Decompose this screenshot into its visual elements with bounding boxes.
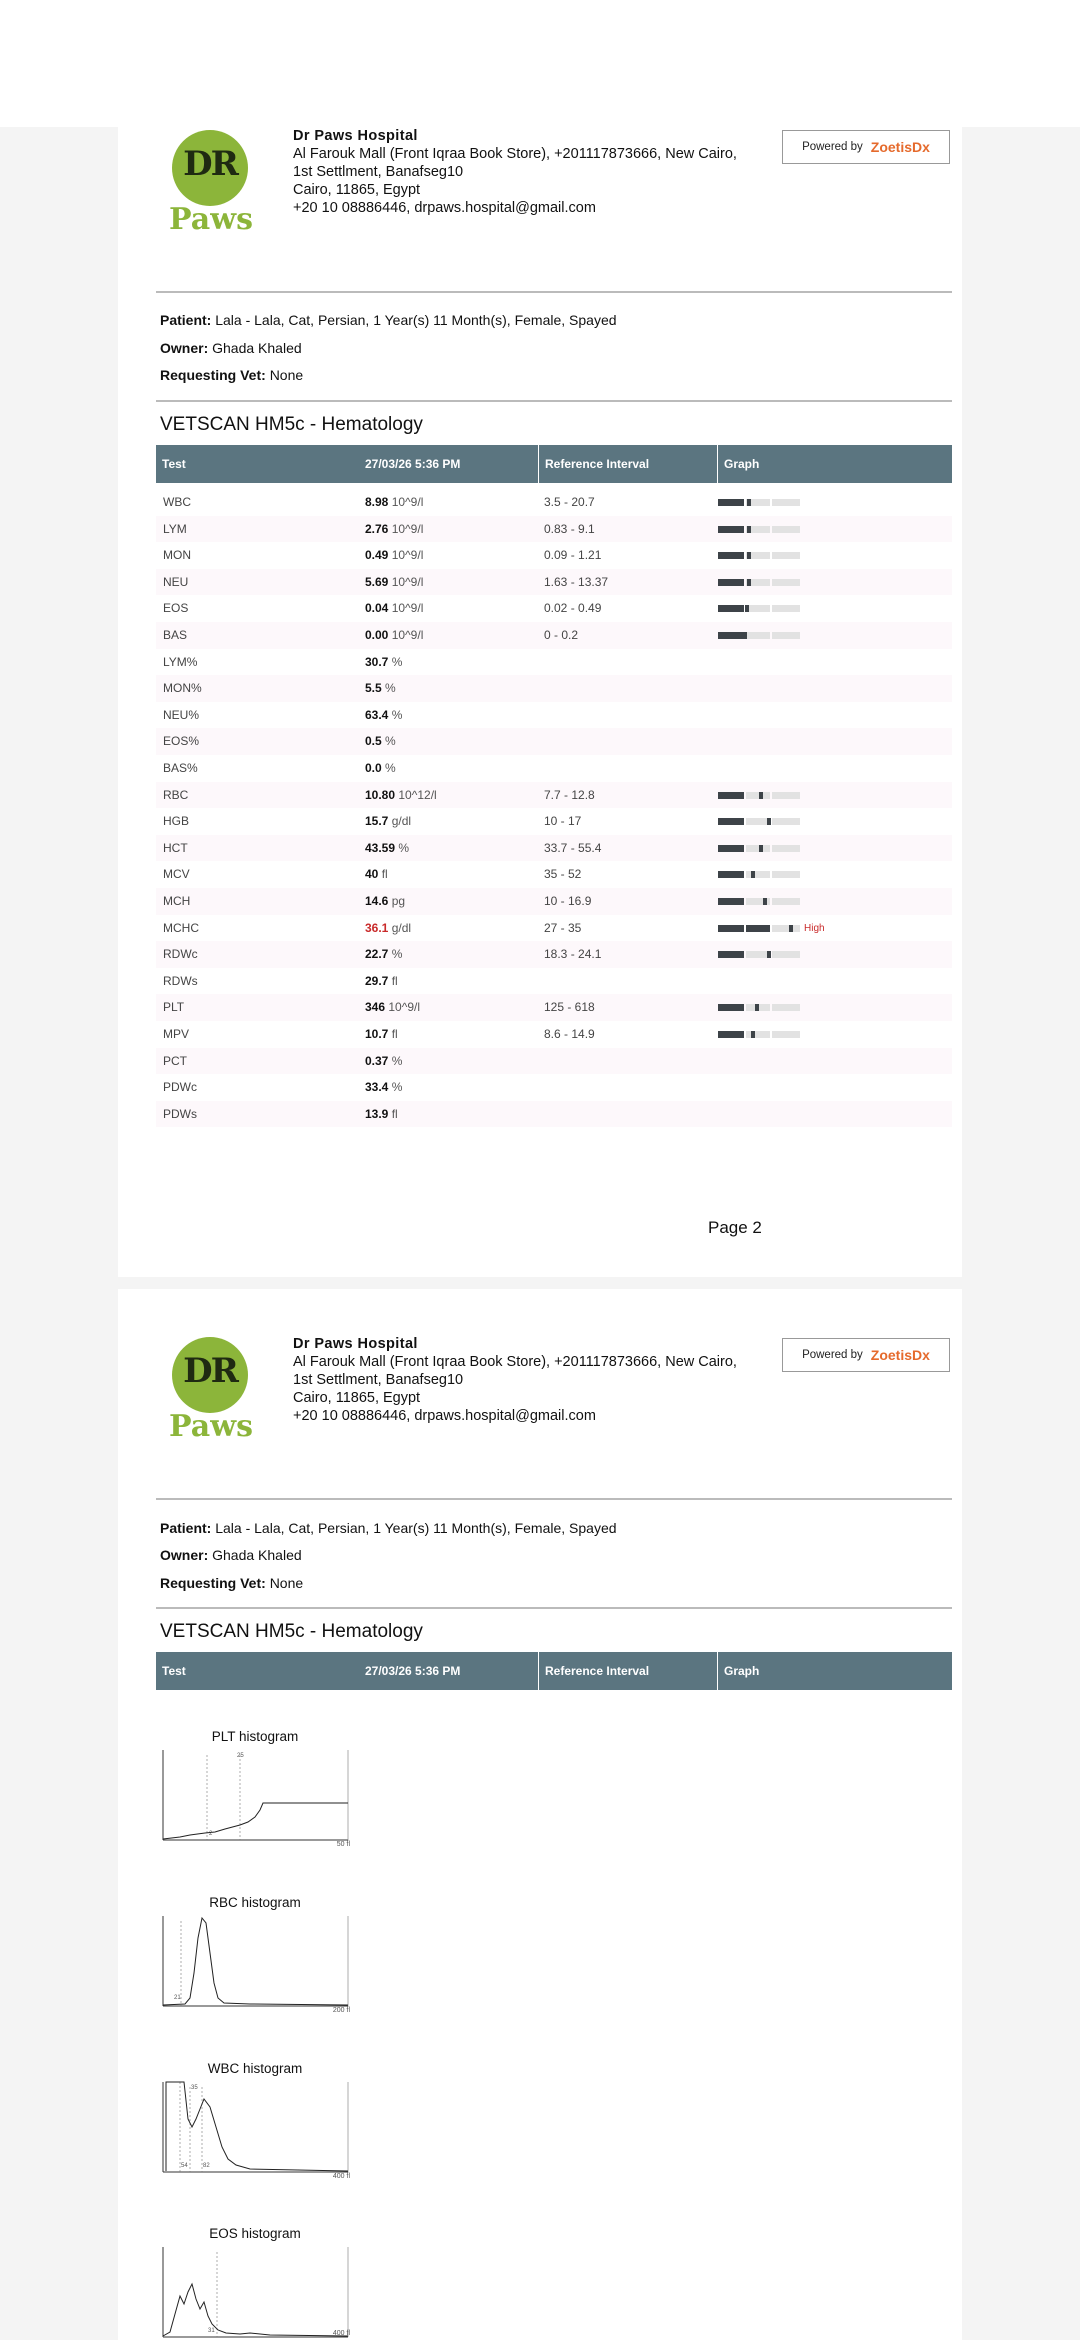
plt-histogram-plot xyxy=(160,1747,350,1843)
rbc-histogram-plot xyxy=(160,1913,350,2009)
result-value: 29.7 xyxy=(365,973,389,988)
header-reference: Reference Interval xyxy=(538,1652,717,1690)
result-unit: % xyxy=(391,707,403,722)
test-name: MCHC xyxy=(163,920,199,935)
owner-line xyxy=(160,340,302,356)
wbc-histogram xyxy=(160,2061,350,2181)
header-test: Test xyxy=(162,457,186,471)
result-value: 0.49 xyxy=(365,548,389,563)
range-segment-hi xyxy=(772,579,800,586)
clinic-address-line1: Al Farouk Mall (Front Iqraa Book Store), +201117873666, New Cairo, xyxy=(293,1354,737,1370)
table-row xyxy=(156,915,952,942)
range-marker xyxy=(759,792,763,799)
table-row xyxy=(156,542,952,569)
test-name: NEU xyxy=(163,574,189,589)
table-row xyxy=(156,728,952,755)
test-name: PDWc xyxy=(163,1080,197,1095)
result-value: 10.80 xyxy=(365,787,396,802)
reference-interval: 1.63 - 13.37 xyxy=(544,574,609,589)
report-page-3 xyxy=(118,1289,962,2340)
result-value: 346 xyxy=(365,1000,386,1015)
result-cell xyxy=(365,1000,420,1014)
header-date: 27/03/26 5:36 PM xyxy=(365,457,461,471)
result-cell xyxy=(365,522,423,536)
table-row xyxy=(156,835,952,862)
range-segment-mid xyxy=(746,792,770,799)
result-value: 13.9 xyxy=(365,1106,389,1121)
range-segment-hi xyxy=(772,526,800,533)
owner-label: Owner: xyxy=(160,1547,209,1563)
clinic-contact: +20 10 08886446, drpaws.hospital@gmail.com xyxy=(293,1408,596,1424)
test-name: HCT xyxy=(163,840,188,855)
result-cell xyxy=(365,1107,398,1121)
owner-value: Ghada Khaled xyxy=(212,340,302,356)
result-value: 43.59 xyxy=(365,840,396,855)
logo-text-bottom: Paws xyxy=(169,202,253,237)
result-unit: 10^9/l xyxy=(388,1000,421,1015)
test-name: RBC xyxy=(163,787,189,802)
range-marker xyxy=(759,845,763,852)
plt-histogram xyxy=(160,1729,350,1849)
table-row xyxy=(156,1074,952,1101)
result-unit: pg xyxy=(391,894,406,908)
vet-line xyxy=(160,367,303,383)
test-name: MCV xyxy=(163,867,190,882)
range-graph xyxy=(718,552,818,559)
test-name: MON% xyxy=(163,681,202,696)
range-graph xyxy=(718,499,818,506)
table-row xyxy=(156,861,952,888)
clinic-address-line2: 1st Settlment, Banafseg10 xyxy=(293,1372,464,1388)
owner-label: Owner: xyxy=(160,340,209,356)
range-segment-mid xyxy=(746,871,770,878)
powered-by-badge xyxy=(782,1338,950,1372)
rbc-mark: 21 xyxy=(174,1995,181,2001)
histogram-x-max: 200 fl xyxy=(332,2007,350,2014)
histogram-x-max: 400 fl xyxy=(332,2330,350,2337)
range-marker xyxy=(747,552,751,559)
table-row xyxy=(156,888,952,915)
result-value: 40 xyxy=(365,867,379,882)
header-graph: Graph xyxy=(717,445,952,483)
patient-value: Lala - Lala, Cat, Persian, 1 Year(s) 11 Month(s), Female, Spayed xyxy=(215,1520,617,1536)
result-unit: % xyxy=(385,734,396,749)
range-graph xyxy=(718,871,818,878)
range-segment-low xyxy=(718,818,744,825)
histogram-title: PLT histogram xyxy=(211,1729,299,1744)
reference-interval: 27 - 35 xyxy=(544,920,582,935)
table-row xyxy=(156,968,952,995)
range-segment-mid xyxy=(746,1031,770,1038)
range-segment-low xyxy=(718,605,744,612)
range-segment-hi xyxy=(772,818,800,825)
result-value: 15.7 xyxy=(365,814,389,829)
header-graph: Graph xyxy=(717,1652,952,1690)
test-name: MCH xyxy=(163,894,191,908)
result-unit: fl xyxy=(391,1106,398,1121)
result-value: 8.98 xyxy=(365,495,389,509)
divider xyxy=(156,400,952,402)
result-unit: % xyxy=(391,654,403,669)
test-name: MON xyxy=(163,548,191,563)
result-cell xyxy=(365,548,423,562)
result-value: 0.0 xyxy=(365,761,382,775)
test-name: WBC xyxy=(163,495,191,509)
logo-text-bottom: Paws xyxy=(169,1409,253,1444)
powered-label: Powered by xyxy=(802,1349,863,1361)
range-segment-low xyxy=(718,792,744,799)
table-row xyxy=(156,782,952,809)
plt-mark: 2 xyxy=(209,1831,213,1837)
histogram-title: RBC histogram xyxy=(209,1895,301,1910)
range-segment-low xyxy=(718,526,744,533)
result-unit: 10^9/l xyxy=(391,548,424,563)
range-marker xyxy=(743,632,747,639)
wbc-histogram-plot xyxy=(160,2079,350,2175)
range-segment-hi xyxy=(772,898,800,905)
powered-by-badge xyxy=(782,130,950,164)
range-graph xyxy=(718,845,818,852)
clinic-logo xyxy=(168,130,254,240)
table-row xyxy=(156,1101,952,1128)
result-unit: % xyxy=(391,1053,403,1068)
range-segment-hi xyxy=(772,951,800,958)
report-title: VETSCAN HM5c - Hematology xyxy=(160,1621,423,1642)
result-unit: fl xyxy=(391,973,398,988)
clinic-name: Dr Paws Hospital xyxy=(293,128,418,144)
range-segment-low xyxy=(718,552,744,559)
range-graph xyxy=(718,579,818,586)
result-value: 5.69 xyxy=(365,574,389,589)
test-name: LYM% xyxy=(163,654,198,669)
owner-value: Ghada Khaled xyxy=(212,1547,302,1563)
test-name: PCT xyxy=(163,1053,187,1068)
clinic-contact: +20 10 08886446, drpaws.hospital@gmail.com xyxy=(293,200,596,216)
range-segment-mid xyxy=(746,845,770,852)
powered-label: Powered by xyxy=(802,141,863,153)
result-cell xyxy=(365,1027,398,1041)
vet-line xyxy=(160,1575,303,1591)
test-name: EOS xyxy=(163,601,189,616)
test-name: PLT xyxy=(163,1000,185,1015)
reference-interval: 125 - 618 xyxy=(544,1000,595,1015)
table-row xyxy=(156,569,952,596)
result-value: 36.1 xyxy=(365,920,389,935)
range-marker xyxy=(751,1031,755,1038)
wbc-mark: 82 xyxy=(203,2163,210,2169)
test-name: LYM xyxy=(163,521,187,536)
patient-label: Patient: xyxy=(160,312,212,328)
range-marker xyxy=(767,951,771,958)
divider xyxy=(156,1607,952,1609)
result-cell xyxy=(365,814,411,828)
result-value: 33.4 xyxy=(365,1080,389,1095)
table-row xyxy=(156,702,952,729)
range-graph xyxy=(718,925,818,932)
range-marker xyxy=(755,1004,759,1011)
reference-interval: 7.7 - 12.8 xyxy=(544,787,595,802)
table-row xyxy=(156,516,952,543)
results-table-header xyxy=(156,1652,952,1690)
eos-mark: 31 xyxy=(208,2328,215,2334)
result-cell xyxy=(365,867,388,881)
test-name: BAS% xyxy=(163,761,198,775)
header-test: Test xyxy=(162,1664,186,1678)
result-cell xyxy=(365,921,411,935)
plt-mark: 25 xyxy=(237,1753,244,1759)
logo-text-top: DR xyxy=(183,1351,237,1391)
reference-interval: 35 - 52 xyxy=(544,867,582,882)
result-cell xyxy=(365,788,437,802)
result-value: 2.76 xyxy=(365,521,389,536)
reference-interval: 10 - 16.9 xyxy=(544,894,592,908)
clinic-info xyxy=(293,127,737,217)
test-name: NEU% xyxy=(163,707,200,722)
range-graph xyxy=(718,605,818,612)
result-cell xyxy=(365,894,405,908)
range-segment-low xyxy=(718,1004,744,1011)
clinic-address-line1: Al Farouk Mall (Front Iqraa Book Store), +201117873666, New Cairo, xyxy=(293,146,737,162)
range-segment-mid xyxy=(746,632,770,639)
result-unit: 10^9/l xyxy=(391,628,424,642)
range-segment-low xyxy=(718,845,744,852)
table-row xyxy=(156,1048,952,1075)
range-graph xyxy=(718,818,818,825)
result-value: 14.6 xyxy=(365,894,389,908)
rbc-histogram xyxy=(160,1895,350,2015)
result-cell xyxy=(365,575,423,589)
table-row xyxy=(156,1021,952,1048)
range-segment-low xyxy=(718,925,744,932)
range-marker xyxy=(747,579,751,586)
zoetis-brand: ZoetisDx xyxy=(870,1347,930,1363)
eos-histogram xyxy=(160,2226,350,2340)
histogram-x-max: 50 fl xyxy=(336,1841,350,1848)
table-row xyxy=(156,595,952,622)
range-segment-low xyxy=(718,898,744,905)
result-cell xyxy=(365,655,402,669)
patient-value: Lala - Lala, Cat, Persian, 1 Year(s) 11 Month(s), Female, Spayed xyxy=(215,312,617,328)
range-segment-low xyxy=(718,1031,744,1038)
table-row xyxy=(156,489,952,516)
result-unit: g/dl xyxy=(391,814,412,829)
header-date: 27/03/26 5:36 PM xyxy=(365,1664,461,1678)
vet-label: Requesting Vet: xyxy=(160,1575,266,1591)
test-name: PDWs xyxy=(163,1106,197,1121)
range-segment-hi xyxy=(772,632,800,639)
range-segment-hi xyxy=(772,499,800,506)
range-segment-low xyxy=(718,579,744,586)
result-cell xyxy=(365,974,398,988)
table-row xyxy=(156,994,952,1021)
divider xyxy=(156,291,952,293)
range-segment-hi xyxy=(772,845,800,852)
results-table-header xyxy=(156,445,952,483)
range-marker xyxy=(751,871,755,878)
range-marker xyxy=(789,925,793,932)
range-marker xyxy=(747,526,751,533)
range-graph xyxy=(718,898,818,905)
test-name: BAS xyxy=(163,628,188,642)
header-reference: Reference Interval xyxy=(538,445,717,483)
test-name: RDWs xyxy=(163,973,198,988)
result-cell xyxy=(365,495,423,509)
result-value: 30.7 xyxy=(365,654,389,669)
table-row xyxy=(156,675,952,702)
vet-label: Requesting Vet: xyxy=(160,367,266,383)
reference-interval: 0.09 - 1.21 xyxy=(544,548,602,563)
result-value: 22.7 xyxy=(365,947,389,962)
zoetis-brand: ZoetisDx xyxy=(870,139,930,155)
histogram-title: EOS histogram xyxy=(209,2226,301,2241)
range-segment-hi xyxy=(772,792,800,799)
range-graph xyxy=(718,792,818,799)
result-unit: % xyxy=(385,761,396,775)
wbc-mark: 54 xyxy=(181,2163,188,2169)
table-row xyxy=(156,808,952,835)
table-row xyxy=(156,622,952,649)
table-row xyxy=(156,755,952,782)
result-cell xyxy=(365,1080,402,1094)
reference-interval: 0 - 0.2 xyxy=(544,628,579,642)
range-segment-hi xyxy=(772,605,800,612)
result-cell xyxy=(365,734,396,748)
reference-interval: 0.02 - 0.49 xyxy=(544,601,602,616)
page-number: Page 2 xyxy=(708,1218,762,1237)
clinic-address-line2: 1st Settlment, Banafseg10 xyxy=(293,164,464,180)
result-unit: g/dl xyxy=(391,920,412,935)
table-row xyxy=(156,649,952,676)
result-unit: fl xyxy=(381,867,388,882)
range-segment-hi xyxy=(772,925,800,932)
result-unit: 10^9/l xyxy=(391,601,424,616)
result-cell xyxy=(365,681,396,695)
result-unit: % xyxy=(398,840,410,855)
range-segment-hi xyxy=(772,871,800,878)
vet-value: None xyxy=(269,367,304,383)
range-marker xyxy=(745,605,749,612)
result-cell xyxy=(365,761,396,775)
result-value: 0.04 xyxy=(365,601,389,616)
range-segment-low xyxy=(718,632,744,639)
result-cell xyxy=(365,841,409,855)
range-marker xyxy=(747,499,751,506)
range-segment-hi xyxy=(772,552,800,559)
patient-line xyxy=(160,312,617,328)
logo-text-top: DR xyxy=(183,144,237,184)
clinic-name: Dr Paws Hospital xyxy=(293,1336,418,1352)
result-value: 0.5 xyxy=(365,734,382,749)
clinic-address-line3: Cairo, 11865, Egypt xyxy=(293,1390,421,1406)
reference-interval: 10 - 17 xyxy=(544,814,582,829)
result-unit: fl xyxy=(391,1027,398,1041)
range-segment-mid xyxy=(746,925,770,932)
result-cell xyxy=(365,947,402,961)
clinic-address-line3: Cairo, 11865, Egypt xyxy=(293,182,421,198)
high-flag: High xyxy=(804,922,825,934)
result-value: 0.37 xyxy=(365,1053,389,1068)
report-page-2 xyxy=(118,127,962,1277)
test-name: EOS% xyxy=(163,734,200,749)
reference-interval: 8.6 - 14.9 xyxy=(544,1027,595,1041)
report-title: VETSCAN HM5c - Hematology xyxy=(160,414,423,435)
result-unit: % xyxy=(385,681,396,696)
patient-line xyxy=(160,1520,617,1536)
range-segment-mid xyxy=(746,605,770,612)
range-marker xyxy=(763,898,767,905)
reference-interval: 3.5 - 20.7 xyxy=(544,495,595,509)
range-graph xyxy=(718,1031,818,1038)
clinic-info xyxy=(293,1335,737,1425)
result-unit: % xyxy=(391,947,403,962)
eos-histogram-plot xyxy=(160,2244,350,2340)
histogram-x-max: 400 fl xyxy=(332,2173,350,2180)
owner-line xyxy=(160,1547,302,1563)
range-segment-hi xyxy=(772,1031,800,1038)
result-unit: 10^12/l xyxy=(398,787,437,802)
clinic-logo xyxy=(168,1337,254,1447)
range-graph xyxy=(718,951,818,958)
result-cell xyxy=(365,708,402,722)
result-unit: % xyxy=(391,1080,403,1095)
range-segment-low xyxy=(718,871,744,878)
patient-label: Patient: xyxy=(160,1520,212,1536)
result-unit: 10^9/l xyxy=(391,521,424,536)
test-name: RDWc xyxy=(163,947,198,962)
result-value: 5.5 xyxy=(365,681,382,696)
result-cell xyxy=(365,601,423,615)
result-cell xyxy=(365,628,423,642)
test-name: MPV xyxy=(163,1027,190,1041)
result-value: 0.00 xyxy=(365,628,389,642)
range-marker xyxy=(767,818,771,825)
top-margin xyxy=(0,0,1080,127)
range-segment-low xyxy=(718,951,744,958)
divider xyxy=(156,1498,952,1500)
reference-interval: 18.3 - 24.1 xyxy=(544,947,602,962)
vet-value: None xyxy=(269,1575,304,1591)
range-segment-low xyxy=(718,499,744,506)
wbc-mark: 35 xyxy=(191,2085,198,2091)
table-row xyxy=(156,941,952,968)
reference-interval: 33.7 - 55.4 xyxy=(544,840,602,855)
result-value: 63.4 xyxy=(365,707,389,722)
histogram-title: WBC histogram xyxy=(207,2061,303,2076)
range-graph xyxy=(718,526,818,533)
range-segment-hi xyxy=(772,1004,800,1011)
test-name: HGB xyxy=(163,814,190,829)
result-value: 10.7 xyxy=(365,1027,389,1041)
range-graph xyxy=(718,1004,818,1011)
range-graph xyxy=(718,632,818,639)
reference-interval: 0.83 - 9.1 xyxy=(544,521,595,536)
result-unit: 10^9/l xyxy=(391,495,424,509)
result-cell xyxy=(365,1054,402,1068)
result-unit: 10^9/l xyxy=(391,574,424,589)
